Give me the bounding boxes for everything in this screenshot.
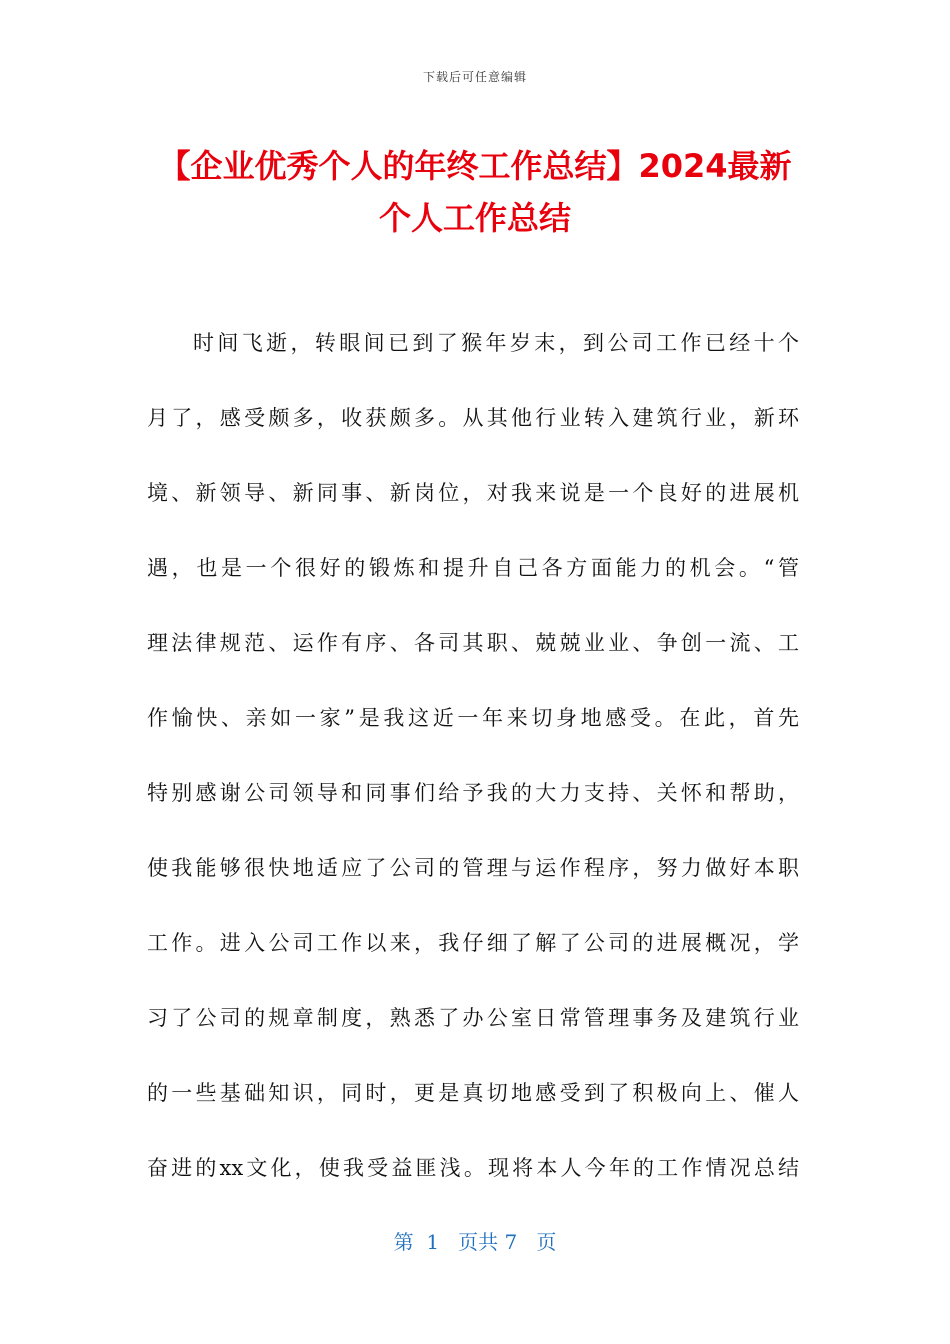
body-line: 作愉快、亲如一家”是我这近一年来切身地感受。在此，首先 (147, 706, 799, 730)
title-line: 个人工作总结 (378, 199, 571, 237)
body-line: 时间飞逝，转眼间已到了猴年岁末，到公司工作已经十个 (193, 331, 799, 355)
title-line: 【企业优秀个人的年终工作总结】2024最新 (158, 147, 792, 185)
body-line: 月了，感受颇多，收获颇多。从其他行业转入建筑行业，新环 (147, 406, 799, 430)
document-title (130, 140, 820, 244)
body-line: 习了公司的规章制度，熟悉了办公室日常管理事务及建筑行业 (147, 1006, 799, 1030)
body-paragraph (147, 317, 799, 1217)
body-line: 特别感谢公司领导和同事们给予我的大力支持、关怀和帮助， (147, 781, 799, 805)
body-line: 境、新领导、新同事、新岗位，对我来说是一个良好的进展机 (147, 481, 799, 505)
body-line: 理法律规范、运作有序、各司其职、兢兢业业、争创一流、工 (147, 631, 799, 655)
body-line: 遇，也是一个很好的锻炼和提升自己各方面能力的机会。“管 (147, 556, 799, 580)
header-note: 下载后可任意编辑 (422, 70, 527, 84)
body-line: 的一些基础知识，同时，更是真切地感受到了积极向上、催人 (147, 1081, 799, 1105)
body-line: 使我能够很快地适应了公司的管理与运作程序，努力做好本职 (147, 856, 799, 880)
body-line: 奋进的xx文化，使我受益匪浅。现将本人今年的工作情况总结 (147, 1156, 799, 1180)
body-line: 工作。进入公司工作以来，我仔细了解了公司的进展概况，学 (147, 931, 799, 955)
page-indicator: 第 1 页共 7 页 (393, 1230, 557, 1254)
